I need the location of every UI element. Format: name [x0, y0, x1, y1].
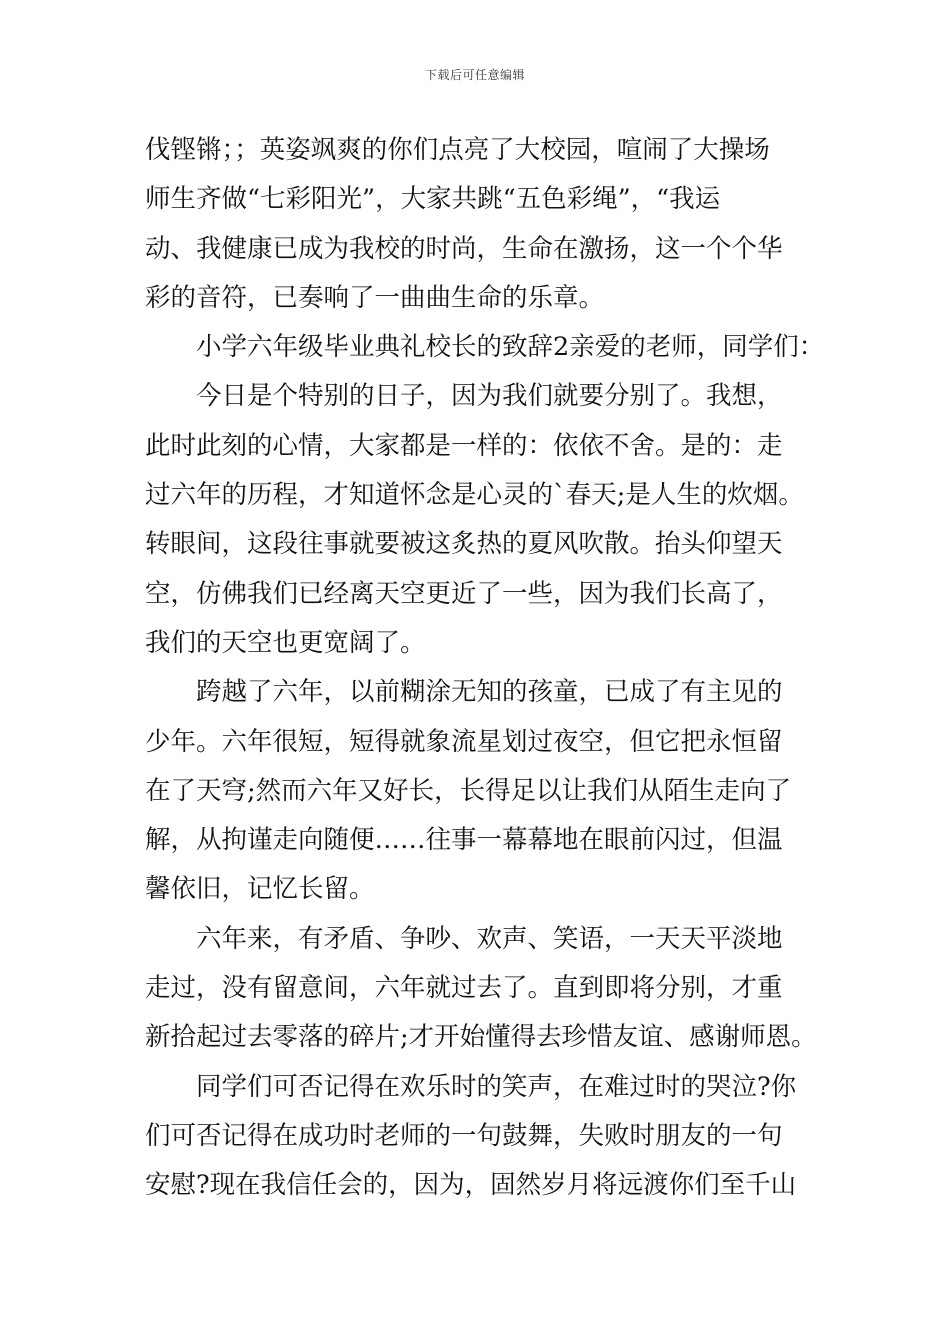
text-line: 过六年的历程，才知道怀念是心灵的`春天;是人生的炊烟。 — [145, 480, 804, 511]
text-line: 此时此刻的心情，大家都是一样的：依依不舍。是的：走 — [145, 430, 783, 461]
text-line: 伐铿锵；；英姿飒爽的你们点亮了大校园，喧闹了大操场 — [145, 135, 770, 165]
document-body — [145, 126, 825, 1211]
text-line: 跨越了六年，以前糊涂无知的孩童，已成了有主见的 — [196, 677, 783, 708]
text-line: 转眼间，这段往事就要被这炙热的夏风吹散。抬头仰望天 — [145, 529, 783, 560]
page-header: 下载后可任意编辑 — [424, 68, 525, 82]
text-line: 安慰?现在我信任会的，因为，固然岁月将远渡你们至千山 — [145, 1170, 797, 1201]
text-line: 新拾起过去零落的碎片;才开始懂得去珍惜友谊、感谢师恩。 — [145, 1022, 817, 1053]
text-line: 小学六年级毕业典礼校长的致辞2亲爱的老师，同学们： — [196, 332, 825, 363]
text-line: 馨依旧，记忆长留。 — [145, 874, 375, 905]
text-line: 空，仿佛我们已经离天空更近了一些，因为我们长高了， — [145, 578, 783, 609]
text-line: 今日是个特别的日子，因为我们就要分别了。我想， — [196, 381, 783, 412]
text-line: 六年来，有矛盾、争吵、欢声、笑语，一天天平淡地 — [196, 923, 783, 954]
text-line: 我们的天空也更宽阔了。 — [145, 627, 426, 658]
text-line: 走过，没有留意间，六年就过去了。直到即将分别，才重 — [145, 973, 783, 1004]
text-line: 彩的音符，已奏响了一曲曲生命的乐章。 — [145, 282, 605, 313]
text-line: 在了天穹;然而六年又好长，长得足以让我们从陌生走向了 — [145, 775, 792, 806]
text-line: 们可否记得在成功时老师的一句鼓舞，失败时朋友的一句 — [145, 1120, 783, 1151]
text-line: 少年。六年很短，短得就象流星划过夜空，但它把永恒留 — [145, 726, 783, 757]
text-line: 师生齐做“七彩阳光”，大家共跳“五色彩绳”，“我运 — [145, 184, 721, 215]
text-line: 同学们可否记得在欢乐时的笑声，在难过时的哭泣?你 — [196, 1071, 797, 1102]
text-line: 动、我健康已成为我校的时尚，生命在激扬，这一个个华 — [145, 233, 783, 264]
text-line: 解，从拘谨走向随便……往事一幕幕地在眼前闪过，但温 — [145, 825, 783, 856]
